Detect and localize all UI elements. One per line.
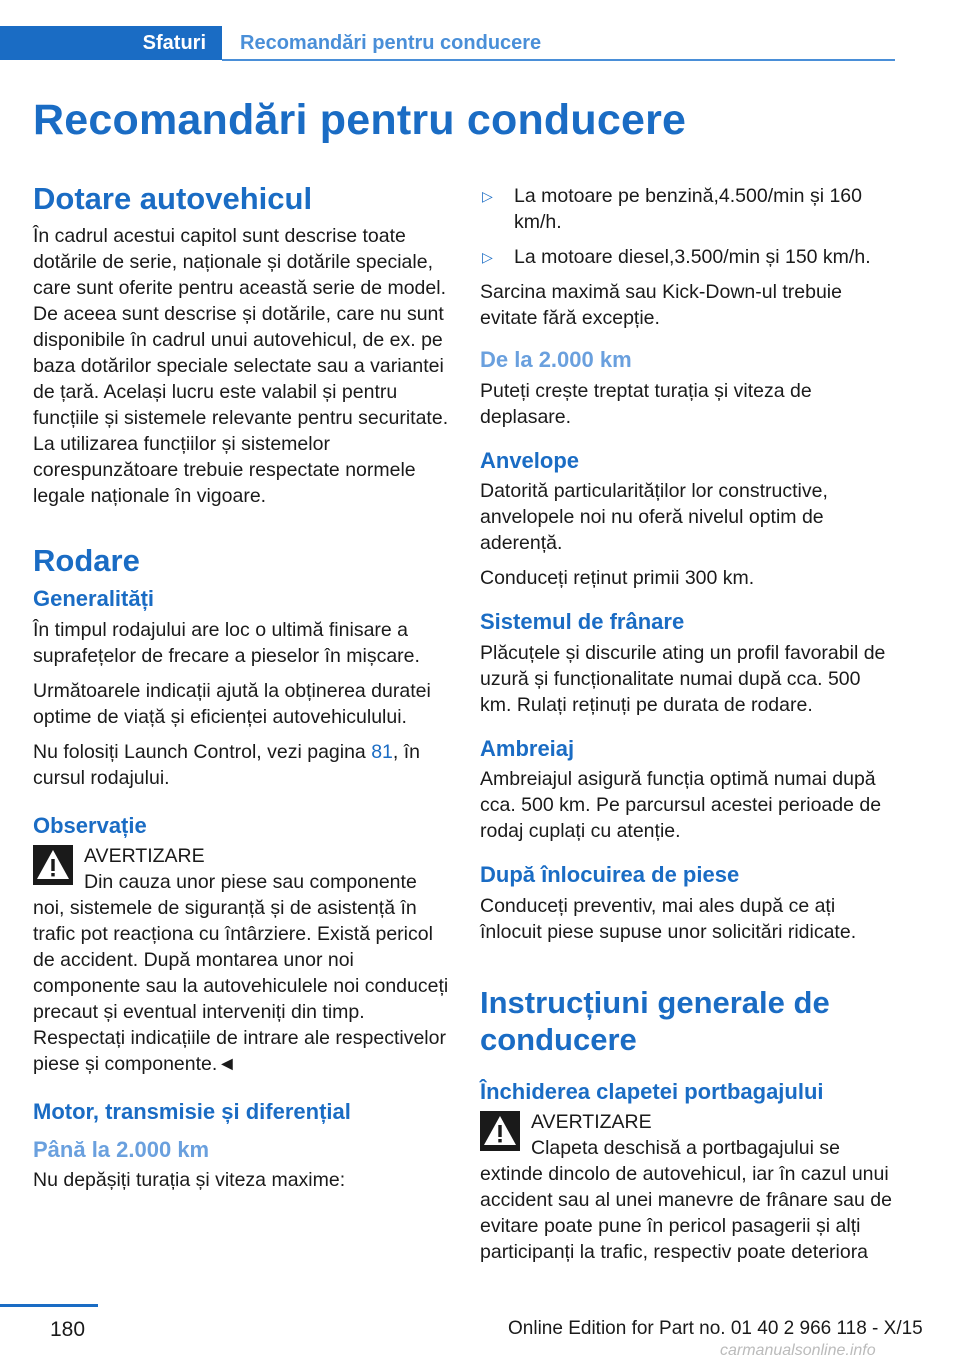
tab-recomandari[interactable]: Recomandări pentru conducere [240,32,542,54]
motor-heading: Motor, transmisie și diferențial [33,1099,351,1125]
left-column [33,180,449,1202]
clapeta-heading: Închiderea clapetei portbagajului [480,1078,824,1104]
bullet-text: La motoare pe benzină,4.500/min și 160 km/h. [514,185,862,233]
header-divider [222,59,895,61]
de-la-2000-paragraph: Puteți crește treptat turația și viteza de deplasare. [480,379,812,428]
tab-sfaturi[interactable]: Sfaturi [0,26,222,60]
edition-text: Online Edition for Part no. 01 40 2 966 118 - X/15 [508,1318,923,1339]
inlocuire-piese-paragraph: Conduceți preventiv, mai ales după ce ați înlocuit piese supuse unor solicitări ridicate. [480,894,857,943]
pana-2000-heading: Până la 2.000 km [33,1136,210,1162]
warning-label: AVERTIZARE [531,1111,652,1134]
header-bar [0,26,895,62]
warning-box-observatie [33,843,449,1077]
ambreiaj-heading: Ambreiaj [480,735,575,761]
pana-2000-paragraph: Nu depășiți turația și viteza maxime: [33,1169,346,1192]
franare-heading: Sistemul de frânare [480,609,685,634]
warning-triangle-icon [33,845,73,885]
bullet-triangle-icon: ▷ [482,188,493,204]
inlocuire-piese-heading: După înlocuirea de piese [480,862,740,887]
warning-label: AVERTIZARE [84,845,205,868]
instructiuni-title: Instrucțiuni generale de conducere [480,984,830,1057]
ambreiaj-paragraph: Ambreiajul asigură funcția optimă numai după cca. 500 km. Pe parcursul acestei perioade de rodaj cuplați cu atenție. [480,768,882,842]
generalitati-p3 [33,739,449,791]
observatie-heading: Observație [33,812,147,838]
anvelope-p2: Conduceți reținut primii 300 km. [480,567,755,589]
section-rodare-title: Rodare [33,543,140,579]
watermark: carmanualsonline.info [720,1342,876,1359]
warning-triangle-icon [480,1111,520,1151]
list-item [480,244,896,270]
anvelope-p1: Datorită particularităților lor constructive, anvelopele noi nu oferă nivelul optim de aderență. [480,480,828,554]
warning-box-clapeta [480,1109,896,1265]
bullet-text: La motoare diesel,3.500/min și 150 km/h. [514,246,871,268]
generalitati-p1: În timpul rodajului are loc o ultimă finisare a suprafețelor de frecare a pieselor în mișcare. [33,618,420,667]
page-number: 180 [50,1318,86,1341]
footer-divider [0,1304,98,1307]
section-dotare-title: Dotare autovehicul [33,181,313,216]
launch-control-text-end: , în cursul rodajului. [33,740,421,789]
right-column [480,183,896,1274]
kickdown-paragraph: Sarcina maximă sau Kick-Down-ul trebuie evitate fără excepție. [480,281,842,329]
dotare-paragraph: În cadrul acestui capitol sunt descrise toate dotările de serie, naționale și dotările speciale, care sunt oferite pentru această serie de model. De aceea sunt descrise și dotările, care nu sunt disponibile în cadrul unui autovehicul, de ex. pe baza dotărilor speciale selectate sau a variantei de țară. Același lucru este valabil și pentru funcțiile și sistemele relevante pentru securitate. La utilizarea funcțiilor și sistemelor corespunzătoare trebuie respectate normele legale naționale în vigoare. [33,225,449,508]
de-la-2000-heading: De la 2.000 km [480,347,632,372]
page-81-link[interactable]: 81 [371,740,393,763]
bullet-triangle-icon: ▷ [482,249,493,265]
anvelope-heading: Anvelope [480,447,580,473]
page-title: Recomandări pentru conducere [33,96,687,144]
generalitati-p2: Următoarele indicații ajută la obținerea duratei optime de viață și eficienței autovehiculului. [33,679,431,728]
warning-text: Din cauza unor piese sau componente noi, sistemele de siguranță și de asistență în trafic pot reacționa cu întârziere. Există pericol de accident. După montarea unor noi componente sau la autovehiculele noi conduceți precaut și eventual interveniți din timp. Respectați indicațiile de intrare ale respectivelor piese și componente.◄ [33,871,449,1076]
generalitati-heading: Generalități [33,586,155,612]
list-item [480,183,896,235]
launch-control-text: Nu folosiți Launch Control, vezi pagina [33,740,372,763]
franare-paragraph: Plăcuțele și discurile ating un profil favorabil de uzură și funcționalitate numai după cca. 500 km. Rulați reținuți pe durata de rodare. [480,641,886,716]
warning-text: Clapeta deschisă a portbagajului se extinde dincolo de autovehicul, iar în cazul unui accident sau al unei manevre de frânare sau de evitare poate pune în pericol pasagerii și alți participanți la trafic, respectiv poate deteriora [480,1137,892,1264]
